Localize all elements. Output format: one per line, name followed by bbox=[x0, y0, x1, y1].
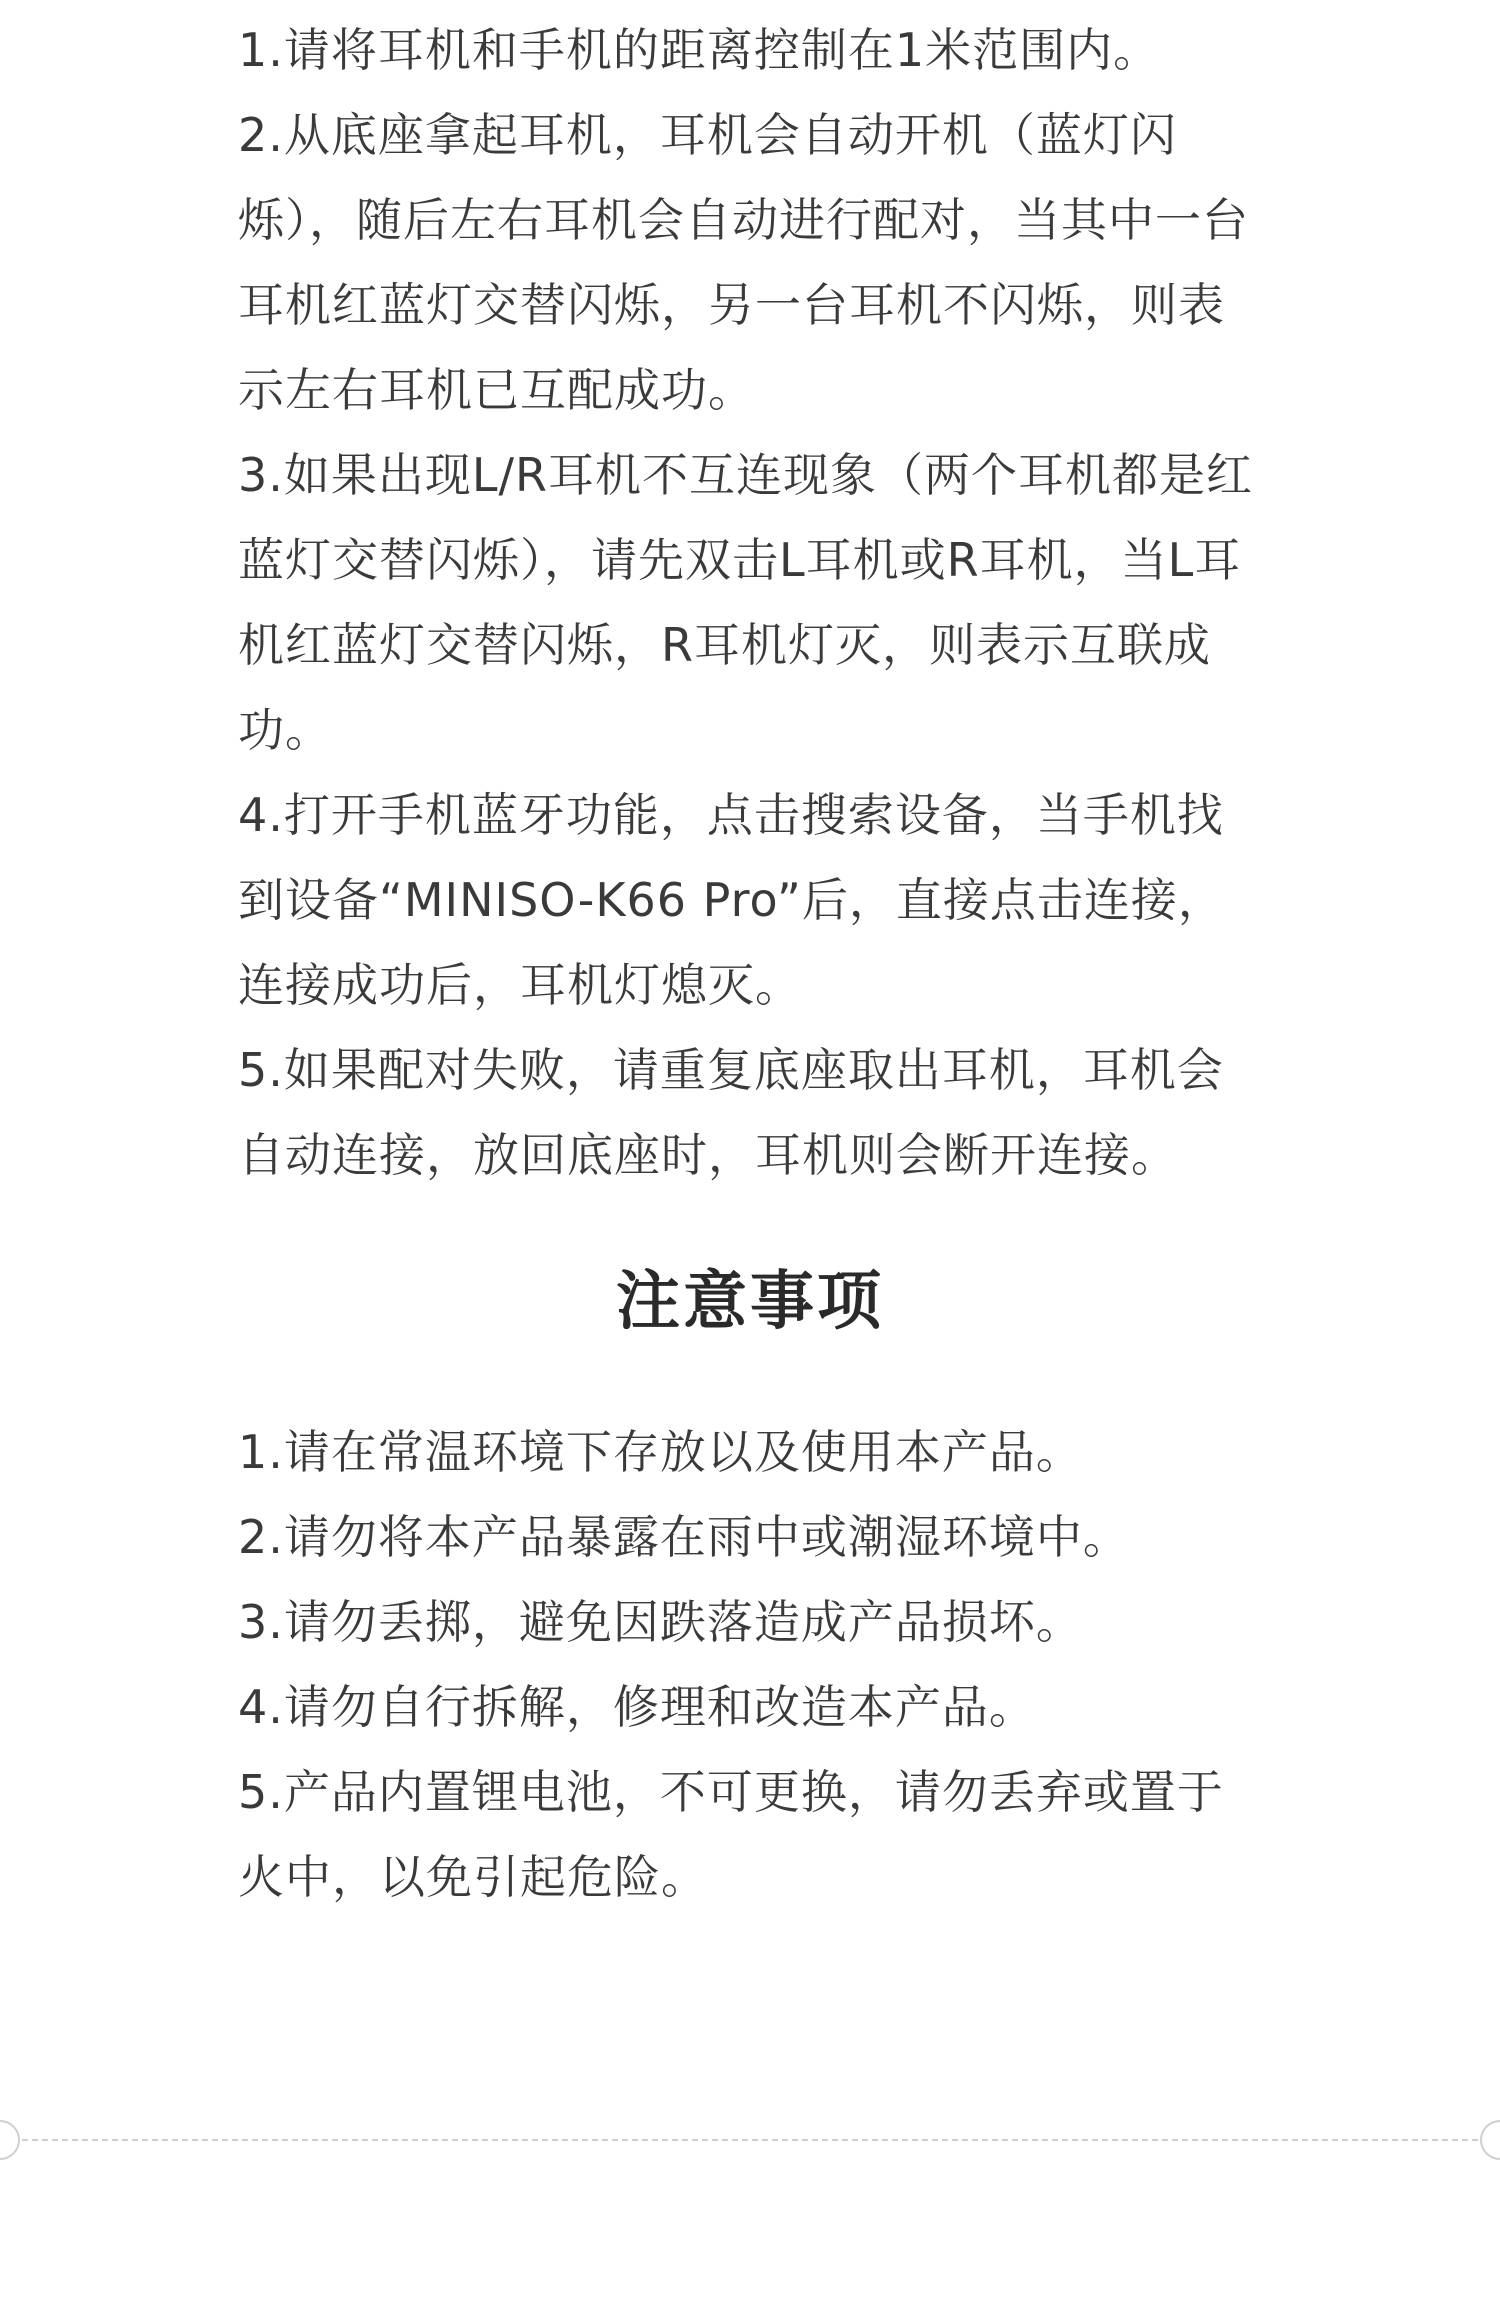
left-notch-icon bbox=[0, 2120, 20, 2160]
notes-list bbox=[238, 1410, 1262, 1920]
note-item: 1.请在常温环境下存放以及使用本产品。 bbox=[238, 1425, 1083, 1479]
pairing-step: 5.如果配对失败，请重复底座取出耳机，耳机会自动连接，放回底座时，耳机则会断开连接。 bbox=[238, 1043, 1224, 1182]
pairing-steps-list bbox=[238, 8, 1262, 1198]
note-item: 2.请勿将本产品暴露在雨中或潮湿环境中。 bbox=[238, 1510, 1130, 1564]
dashed-line bbox=[22, 2139, 1478, 2141]
right-notch-icon bbox=[1480, 2120, 1500, 2160]
dashed-divider bbox=[0, 2120, 1500, 2160]
pairing-step: 2.从底座拿起耳机，耳机会自动开机（蓝灯闪烁），随后左右耳机会自动进行配对，当其中一台耳机红蓝灯交替闪烁，另一台耳机不闪烁，则表示左右耳机已互配成功。 bbox=[238, 108, 1249, 417]
pairing-step: 4.打开手机蓝牙功能，点击搜索设备，当手机找到设备“MINISO-K66 Pro”后，直接点击连接，连接成功后，耳机灯熄灭。 bbox=[238, 788, 1225, 1012]
notes-title: 注意事项 bbox=[616, 1265, 884, 1339]
pairing-step: 3.如果出现L/R耳机不互连现象（两个耳机都是红蓝灯交替闪烁），请先双击L耳机或R耳机，当L耳机红蓝灯交替闪烁，R耳机灯灭，则表示互联成功。 bbox=[238, 448, 1253, 757]
note-item: 3.请勿丢掷，避免因跌落造成产品损坏。 bbox=[238, 1595, 1083, 1649]
note-item: 4.请勿自行拆解，修理和改造本产品。 bbox=[238, 1680, 1036, 1734]
note-item: 5.产品内置锂电池，不可更换，请勿丢弃或置于火中，以免引起危险。 bbox=[238, 1765, 1224, 1904]
pairing-step: 1.请将耳机和手机的距离控制在1米范围内。 bbox=[238, 23, 1161, 77]
